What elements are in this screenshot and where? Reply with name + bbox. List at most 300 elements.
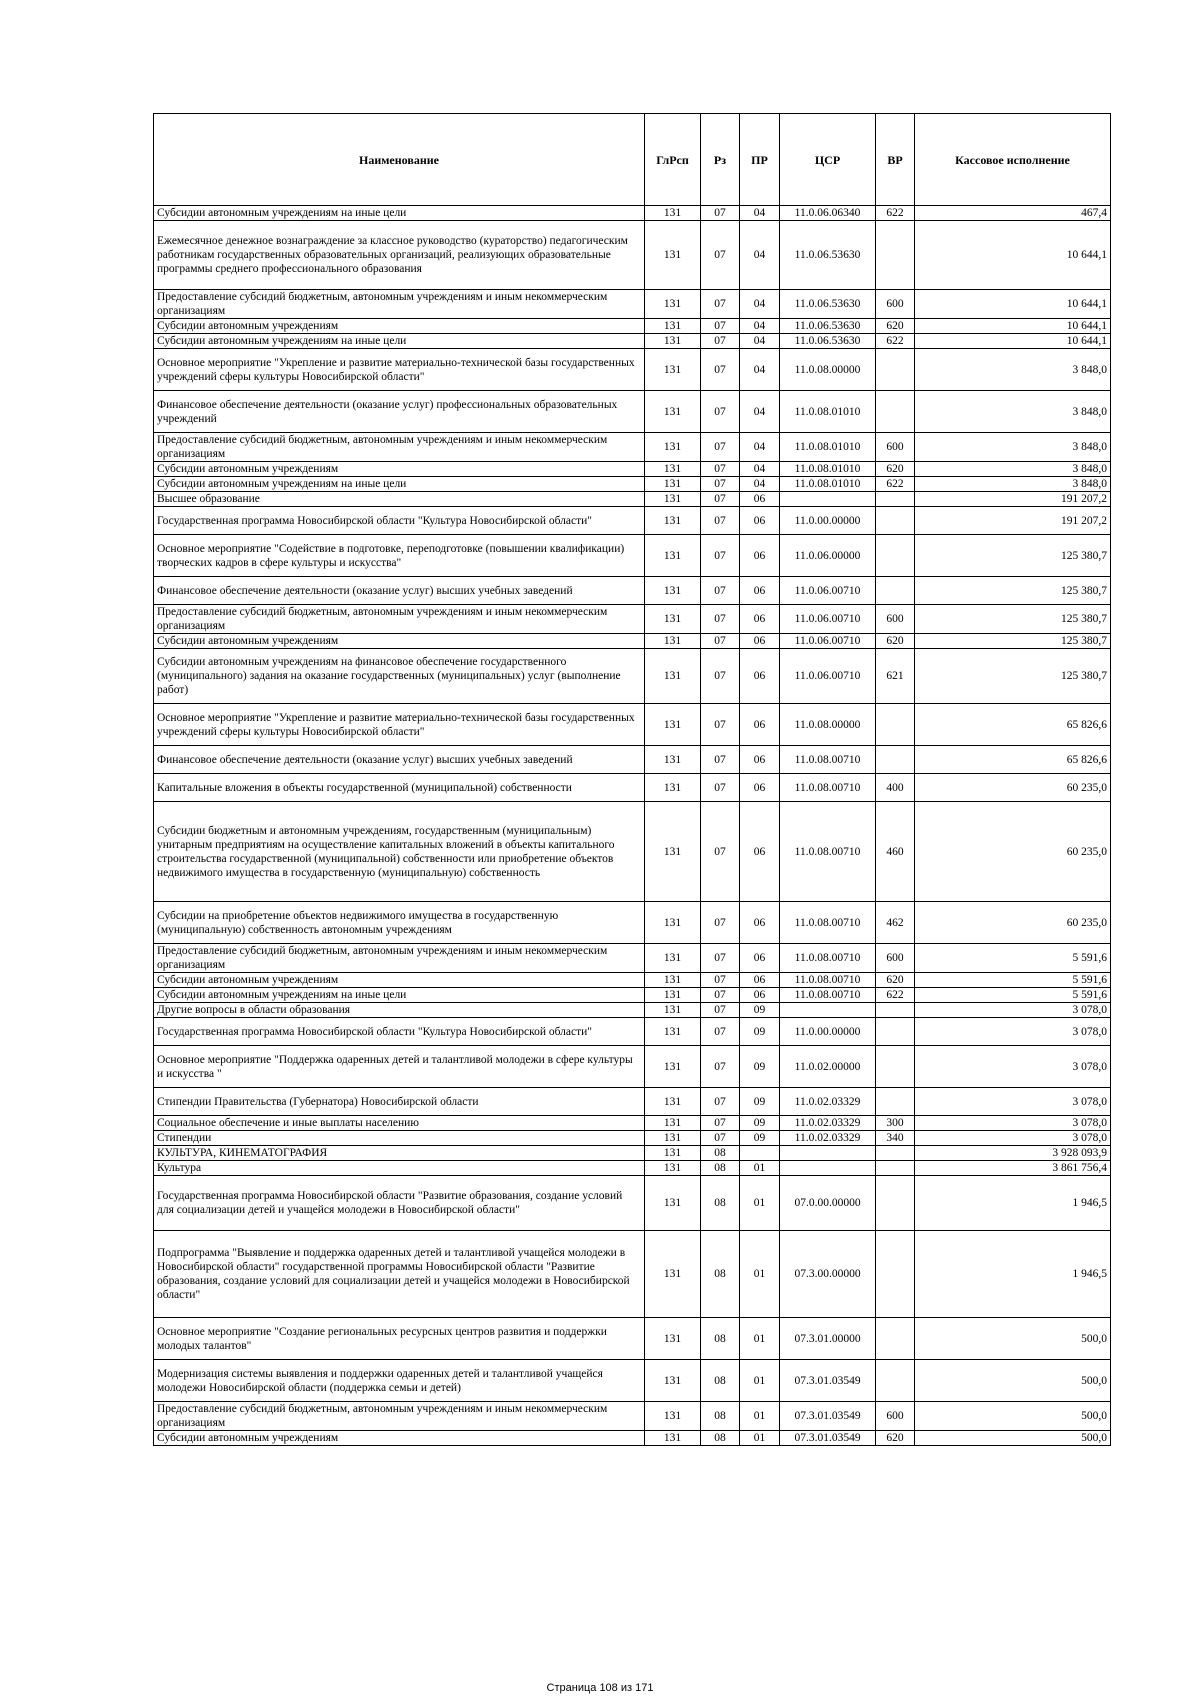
- cell-glrsp: 131: [645, 988, 701, 1003]
- table-row: [154, 1146, 1111, 1161]
- cell-pr: 09: [740, 1088, 780, 1116]
- table-row: [154, 319, 1111, 334]
- cell-glrsp: 131: [645, 492, 701, 507]
- cell-sum: 3 078,0: [915, 1046, 1111, 1088]
- cell-rz: 07: [701, 1088, 740, 1116]
- cell-glrsp: 131: [645, 221, 701, 290]
- cell-rz: 07: [701, 704, 740, 746]
- cell-pr: 06: [740, 605, 780, 634]
- cell-glrsp: 131: [645, 462, 701, 477]
- cell-pr: 01: [740, 1402, 780, 1431]
- cell-sum: 60 235,0: [915, 802, 1111, 902]
- table-row: [154, 902, 1111, 944]
- table-row: [154, 1088, 1111, 1116]
- cell-vr: [876, 221, 915, 290]
- table-row: [154, 1018, 1111, 1046]
- cell-vr: 400: [876, 774, 915, 802]
- cell-vr: 340: [876, 1131, 915, 1146]
- cell-csr: 07.3.01.03549: [780, 1431, 876, 1446]
- cell-vr: 600: [876, 944, 915, 973]
- cell-sum: 3 861 756,4: [915, 1161, 1111, 1176]
- cell-sum: 3 078,0: [915, 1018, 1111, 1046]
- cell-pr: 06: [740, 492, 780, 507]
- cell-rz: 07: [701, 221, 740, 290]
- cell-pr: 06: [740, 704, 780, 746]
- cell-pr: 09: [740, 1116, 780, 1131]
- cell-csr: 11.0.08.00000: [780, 704, 876, 746]
- cell-rz: 07: [701, 319, 740, 334]
- cell-name: Субсидии автономным учреждениям на финансовое обеспечение государственного (муниципального) задания на оказание государственных (муниципальных) услуг (выполнение работ): [154, 649, 645, 704]
- cell-pr: 01: [740, 1176, 780, 1231]
- cell-vr: [876, 492, 915, 507]
- cell-vr: 622: [876, 988, 915, 1003]
- cell-glrsp: 131: [645, 349, 701, 391]
- cell-glrsp: 131: [645, 902, 701, 944]
- cell-pr: 06: [740, 577, 780, 605]
- table-row: [154, 334, 1111, 349]
- cell-name: Основное мероприятие "Содействие в подготовке, переподготовке (повышении квалификации) творческих кадров в сфере культуры и искусства": [154, 535, 645, 577]
- cell-name: Основное мероприятие "Укрепление и развитие материально-технической базы государственных учреждений сферы культуры Новосибирской области": [154, 349, 645, 391]
- cell-pr: 09: [740, 1131, 780, 1146]
- cell-csr: 11.0.06.00710: [780, 649, 876, 704]
- cell-sum: 65 826,6: [915, 746, 1111, 774]
- cell-csr: 11.0.08.00710: [780, 973, 876, 988]
- cell-glrsp: 131: [645, 206, 701, 221]
- table-row: [154, 206, 1111, 221]
- cell-name: Субсидии автономным учреждениям: [154, 1431, 645, 1446]
- cell-pr: 01: [740, 1360, 780, 1402]
- table-row: [154, 1360, 1111, 1402]
- cell-vr: [876, 704, 915, 746]
- cell-csr: 11.0.06.00710: [780, 634, 876, 649]
- cell-name: Предоставление субсидий бюджетным, автономным учреждениям и иным некоммерческим организациям: [154, 290, 645, 319]
- cell-rz: 08: [701, 1161, 740, 1176]
- cell-name: Культура: [154, 1161, 645, 1176]
- cell-csr: 11.0.08.01010: [780, 477, 876, 492]
- table-row: [154, 1176, 1111, 1231]
- cell-pr: 06: [740, 973, 780, 988]
- cell-name: Модернизация системы выявления и поддержки одаренных детей и талантливой учащейся молодежи Новосибирской области (поддержка семьи и детей): [154, 1360, 645, 1402]
- cell-pr: [740, 1146, 780, 1161]
- cell-name: Субсидии автономным учреждениям на иные цели: [154, 206, 645, 221]
- cell-sum: 10 644,1: [915, 334, 1111, 349]
- cell-glrsp: 131: [645, 1116, 701, 1131]
- cell-name: Высшее образование: [154, 492, 645, 507]
- page-number: Страница 108 из 171: [546, 1682, 654, 1694]
- table-header-row: [154, 114, 1111, 206]
- cell-name: Ежемесячное денежное вознаграждение за классное руководство (кураторство) педагогическим работникам государственных образовательных организаций, реализующих образовательные программы среднего профессионального образования: [154, 221, 645, 290]
- table-row: [154, 704, 1111, 746]
- cell-csr: 07.3.01.00000: [780, 1318, 876, 1360]
- cell-rz: 07: [701, 492, 740, 507]
- cell-rz: 07: [701, 1018, 740, 1046]
- cell-csr: [780, 492, 876, 507]
- cell-rz: 07: [701, 535, 740, 577]
- cell-glrsp: 131: [645, 535, 701, 577]
- cell-pr: 06: [740, 746, 780, 774]
- cell-csr: 11.0.02.03329: [780, 1116, 876, 1131]
- cell-glrsp: 131: [645, 1360, 701, 1402]
- cell-glrsp: 131: [645, 774, 701, 802]
- cell-vr: [876, 1003, 915, 1018]
- cell-csr: 11.0.08.00710: [780, 802, 876, 902]
- cell-pr: 09: [740, 1003, 780, 1018]
- table-row: [154, 349, 1111, 391]
- cell-rz: 07: [701, 507, 740, 535]
- cell-glrsp: 131: [645, 802, 701, 902]
- cell-csr: 11.0.08.01010: [780, 391, 876, 433]
- table-row: [154, 1131, 1111, 1146]
- cell-csr: 11.0.08.00710: [780, 944, 876, 973]
- cell-pr: 01: [740, 1231, 780, 1318]
- cell-rz: 07: [701, 988, 740, 1003]
- table-body: [154, 206, 1111, 1446]
- cell-pr: 04: [740, 349, 780, 391]
- cell-sum: 3 848,0: [915, 477, 1111, 492]
- cell-vr: [876, 1318, 915, 1360]
- cell-name: Капитальные вложения в объекты государственной (муниципальной) собственности: [154, 774, 645, 802]
- table-row: [154, 535, 1111, 577]
- cell-vr: 622: [876, 477, 915, 492]
- cell-csr: 11.0.02.00000: [780, 1046, 876, 1088]
- cell-rz: 07: [701, 1046, 740, 1088]
- table-row: [154, 221, 1111, 290]
- header-vr: ВР: [876, 114, 915, 206]
- cell-name: Субсидии автономным учреждениям на иные цели: [154, 477, 645, 492]
- table-row: [154, 1231, 1111, 1318]
- cell-csr: 11.0.06.53630: [780, 221, 876, 290]
- cell-vr: [876, 1176, 915, 1231]
- cell-rz: 08: [701, 1146, 740, 1161]
- cell-vr: [876, 1146, 915, 1161]
- cell-csr: 11.0.06.00710: [780, 577, 876, 605]
- table-row: [154, 1003, 1111, 1018]
- cell-glrsp: 131: [645, 1176, 701, 1231]
- cell-vr: [876, 1231, 915, 1318]
- cell-vr: [876, 1161, 915, 1176]
- cell-pr: 04: [740, 221, 780, 290]
- cell-rz: 07: [701, 774, 740, 802]
- cell-csr: 11.0.06.06340: [780, 206, 876, 221]
- cell-vr: [876, 577, 915, 605]
- cell-rz: 07: [701, 802, 740, 902]
- cell-vr: 460: [876, 802, 915, 902]
- cell-name: Субсидии автономным учреждениям на иные цели: [154, 988, 645, 1003]
- cell-csr: [780, 1161, 876, 1176]
- cell-rz: 07: [701, 649, 740, 704]
- cell-sum: 65 826,6: [915, 704, 1111, 746]
- cell-vr: [876, 391, 915, 433]
- budget-table: [153, 113, 1111, 1446]
- cell-csr: 11.0.02.03329: [780, 1131, 876, 1146]
- cell-vr: [876, 1360, 915, 1402]
- cell-csr: 07.3.01.03549: [780, 1360, 876, 1402]
- cell-pr: 04: [740, 334, 780, 349]
- cell-vr: [876, 1088, 915, 1116]
- table-row: [154, 391, 1111, 433]
- cell-glrsp: 131: [645, 1088, 701, 1116]
- cell-glrsp: 131: [645, 1231, 701, 1318]
- cell-name: Основное мероприятие "Создание региональных ресурсных центров развития и поддержки молодых талантов": [154, 1318, 645, 1360]
- table-row: [154, 973, 1111, 988]
- table-row: [154, 492, 1111, 507]
- cell-pr: 06: [740, 802, 780, 902]
- cell-pr: 06: [740, 507, 780, 535]
- cell-name: Предоставление субсидий бюджетным, автономным учреждениям и иным некоммерческим организациям: [154, 433, 645, 462]
- cell-rz: 07: [701, 577, 740, 605]
- table-row: [154, 802, 1111, 902]
- header-pr: ПР: [740, 114, 780, 206]
- cell-vr: 462: [876, 902, 915, 944]
- cell-rz: 07: [701, 334, 740, 349]
- cell-sum: 3 848,0: [915, 433, 1111, 462]
- table-row: [154, 1402, 1111, 1431]
- cell-pr: 09: [740, 1018, 780, 1046]
- cell-vr: [876, 1018, 915, 1046]
- table-row: [154, 1116, 1111, 1131]
- cell-name: Субсидии бюджетным и автономным учреждениям, государственным (муниципальным) унитарным предприятиям на осуществление капитальных вложений в объекты капитального строительства государственной (муниципальной) собственности или приобретение объектов недвижимого имущества в государственную (муниципальную) собственность: [154, 802, 645, 902]
- cell-sum: 5 591,6: [915, 988, 1111, 1003]
- cell-pr: 01: [740, 1318, 780, 1360]
- cell-sum: 3 078,0: [915, 1088, 1111, 1116]
- cell-pr: 04: [740, 290, 780, 319]
- cell-vr: 600: [876, 1402, 915, 1431]
- cell-vr: [876, 349, 915, 391]
- cell-sum: 5 591,6: [915, 973, 1111, 988]
- cell-pr: 04: [740, 206, 780, 221]
- table-row: [154, 462, 1111, 477]
- table-row: [154, 605, 1111, 634]
- cell-name: Субсидии автономным учреждениям: [154, 973, 645, 988]
- cell-name: Финансовое обеспечение деятельности (оказание услуг) высших учебных заведений: [154, 746, 645, 774]
- cell-csr: 11.0.00.00000: [780, 507, 876, 535]
- cell-sum: 125 380,7: [915, 535, 1111, 577]
- cell-csr: 07.3.00.00000: [780, 1231, 876, 1318]
- cell-vr: 620: [876, 973, 915, 988]
- cell-vr: 300: [876, 1116, 915, 1131]
- cell-pr: 06: [740, 944, 780, 973]
- table-row: [154, 433, 1111, 462]
- cell-name: Субсидии автономным учреждениям: [154, 319, 645, 334]
- cell-sum: 3 848,0: [915, 462, 1111, 477]
- cell-rz: 07: [701, 944, 740, 973]
- cell-glrsp: 131: [645, 1318, 701, 1360]
- cell-sum: 5 591,6: [915, 944, 1111, 973]
- cell-glrsp: 131: [645, 634, 701, 649]
- cell-sum: 10 644,1: [915, 221, 1111, 290]
- cell-rz: 07: [701, 902, 740, 944]
- cell-glrsp: 131: [645, 319, 701, 334]
- cell-rz: 08: [701, 1431, 740, 1446]
- cell-sum: 60 235,0: [915, 902, 1111, 944]
- cell-pr: 06: [740, 988, 780, 1003]
- cell-rz: 08: [701, 1360, 740, 1402]
- cell-vr: 620: [876, 462, 915, 477]
- cell-rz: 07: [701, 605, 740, 634]
- cell-rz: 07: [701, 746, 740, 774]
- cell-name: Субсидии автономным учреждениям: [154, 462, 645, 477]
- cell-pr: 04: [740, 433, 780, 462]
- cell-glrsp: 131: [645, 973, 701, 988]
- header-cash-execution: Кассовое исполнение: [915, 114, 1111, 206]
- cell-sum: 500,0: [915, 1318, 1111, 1360]
- cell-vr: [876, 535, 915, 577]
- cell-sum: 3 078,0: [915, 1003, 1111, 1018]
- header-glrsp: ГлРсп: [645, 114, 701, 206]
- cell-rz: 08: [701, 1176, 740, 1231]
- table-row: [154, 634, 1111, 649]
- cell-sum: 3 078,0: [915, 1116, 1111, 1131]
- cell-vr: 621: [876, 649, 915, 704]
- table-row: [154, 649, 1111, 704]
- cell-glrsp: 131: [645, 1003, 701, 1018]
- cell-pr: 06: [740, 774, 780, 802]
- table-row: [154, 1046, 1111, 1088]
- cell-rz: 07: [701, 477, 740, 492]
- cell-vr: [876, 746, 915, 774]
- cell-vr: 620: [876, 1431, 915, 1446]
- cell-pr: 01: [740, 1431, 780, 1446]
- cell-name: Государственная программа Новосибирской области "Развитие образования, создание условий для социализации детей и учащейся молодежи в Новосибирской области": [154, 1176, 645, 1231]
- cell-name: Государственная программа Новосибирской области "Культура Новосибирской области": [154, 1018, 645, 1046]
- cell-vr: 600: [876, 433, 915, 462]
- cell-csr: 07.3.01.03549: [780, 1402, 876, 1431]
- cell-name: Субсидии на приобретение объектов недвижимого имущества в государственную (муниципальную) собственность автономным учреждениям: [154, 902, 645, 944]
- cell-rz: 07: [701, 206, 740, 221]
- cell-sum: 125 380,7: [915, 649, 1111, 704]
- cell-csr: 11.0.06.53630: [780, 334, 876, 349]
- cell-name: Финансовое обеспечение деятельности (оказание услуг) высших учебных заведений: [154, 577, 645, 605]
- cell-rz: 08: [701, 1231, 740, 1318]
- cell-rz: 07: [701, 349, 740, 391]
- cell-name: Предоставление субсидий бюджетным, автономным учреждениям и иным некоммерческим организациям: [154, 944, 645, 973]
- cell-glrsp: 131: [645, 649, 701, 704]
- header-rz: Рз: [701, 114, 740, 206]
- cell-pr: 04: [740, 462, 780, 477]
- cell-csr: 11.0.08.00000: [780, 349, 876, 391]
- cell-pr: 06: [740, 902, 780, 944]
- cell-glrsp: 131: [645, 704, 701, 746]
- cell-sum: 3 078,0: [915, 1131, 1111, 1146]
- cell-csr: 11.0.08.00710: [780, 774, 876, 802]
- cell-pr: 06: [740, 649, 780, 704]
- cell-sum: 60 235,0: [915, 774, 1111, 802]
- cell-sum: 191 207,2: [915, 507, 1111, 535]
- cell-vr: 600: [876, 290, 915, 319]
- cell-name: Основное мероприятие "Укрепление и развитие материально-технической базы государственных учреждений сферы культуры Новосибирской области": [154, 704, 645, 746]
- cell-csr: 11.0.06.00710: [780, 605, 876, 634]
- cell-vr: [876, 1046, 915, 1088]
- cell-name: Предоставление субсидий бюджетным, автономным учреждениям и иным некоммерческим организациям: [154, 605, 645, 634]
- cell-glrsp: 131: [645, 507, 701, 535]
- table-row: [154, 1318, 1111, 1360]
- cell-sum: 1 946,5: [915, 1231, 1111, 1318]
- cell-rz: 07: [701, 1131, 740, 1146]
- cell-name: Субсидии автономным учреждениям: [154, 634, 645, 649]
- cell-sum: 125 380,7: [915, 605, 1111, 634]
- cell-csr: 11.0.06.53630: [780, 319, 876, 334]
- cell-csr: 11.0.08.00710: [780, 988, 876, 1003]
- cell-glrsp: 131: [645, 1161, 701, 1176]
- cell-rz: 07: [701, 391, 740, 433]
- table-row: [154, 477, 1111, 492]
- cell-glrsp: 131: [645, 746, 701, 774]
- table-row: [154, 944, 1111, 973]
- cell-glrsp: 131: [645, 433, 701, 462]
- cell-name: Социальное обеспечение и иные выплаты населению: [154, 1116, 645, 1131]
- cell-rz: 07: [701, 290, 740, 319]
- table-row: [154, 774, 1111, 802]
- cell-csr: 11.0.06.53630: [780, 290, 876, 319]
- header-csr: ЦСР: [780, 114, 876, 206]
- cell-pr: 06: [740, 634, 780, 649]
- cell-glrsp: 131: [645, 577, 701, 605]
- cell-glrsp: 131: [645, 290, 701, 319]
- table-row: [154, 988, 1111, 1003]
- cell-glrsp: 131: [645, 1402, 701, 1431]
- cell-csr: 11.0.02.03329: [780, 1088, 876, 1116]
- cell-sum: 500,0: [915, 1431, 1111, 1446]
- cell-pr: 04: [740, 319, 780, 334]
- cell-csr: [780, 1146, 876, 1161]
- cell-glrsp: 131: [645, 391, 701, 433]
- cell-vr: 620: [876, 634, 915, 649]
- cell-rz: 07: [701, 1116, 740, 1131]
- cell-sum: 125 380,7: [915, 577, 1111, 605]
- cell-csr: 11.0.08.01010: [780, 433, 876, 462]
- cell-name: Стипендии Правительства (Губернатора) Новосибирской области: [154, 1088, 645, 1116]
- cell-rz: 08: [701, 1402, 740, 1431]
- cell-rz: 07: [701, 634, 740, 649]
- cell-name: Стипендии: [154, 1131, 645, 1146]
- cell-pr: 09: [740, 1046, 780, 1088]
- cell-rz: 07: [701, 462, 740, 477]
- cell-rz: 07: [701, 973, 740, 988]
- cell-rz: 07: [701, 433, 740, 462]
- table-row: [154, 1161, 1111, 1176]
- cell-name: Предоставление субсидий бюджетным, автономным учреждениям и иным некоммерческим организациям: [154, 1402, 645, 1431]
- cell-sum: 467,4: [915, 206, 1111, 221]
- cell-sum: 10 644,1: [915, 319, 1111, 334]
- cell-vr: 622: [876, 334, 915, 349]
- cell-glrsp: 131: [645, 1146, 701, 1161]
- cell-glrsp: 131: [645, 1431, 701, 1446]
- table-row: [154, 746, 1111, 774]
- cell-csr: 11.0.08.00710: [780, 746, 876, 774]
- cell-glrsp: 131: [645, 944, 701, 973]
- cell-vr: 622: [876, 206, 915, 221]
- cell-glrsp: 131: [645, 1131, 701, 1146]
- cell-name: Подпрограмма "Выявление и поддержка одаренных детей и талантливой учащейся молодежи в Новосибирской области" государственной программы Новосибирской области "Развитие образования, создание условий для социализации детей и учащейся молодежи в Новосибирской области": [154, 1231, 645, 1318]
- cell-glrsp: 131: [645, 334, 701, 349]
- cell-name: Финансовое обеспечение деятельности (оказание услуг) профессиональных образовательных учреждений: [154, 391, 645, 433]
- cell-vr: 620: [876, 319, 915, 334]
- cell-name: Основное мероприятие "Поддержка одаренных детей и талантливой молодежи в сфере культуры и искусства ": [154, 1046, 645, 1088]
- table-row: [154, 1431, 1111, 1446]
- cell-sum: 3 928 093,9: [915, 1146, 1111, 1161]
- cell-glrsp: 131: [645, 477, 701, 492]
- cell-pr: 04: [740, 391, 780, 433]
- cell-csr: 07.0.00.00000: [780, 1176, 876, 1231]
- cell-sum: 500,0: [915, 1402, 1111, 1431]
- table-row: [154, 290, 1111, 319]
- table-row: [154, 507, 1111, 535]
- cell-sum: 10 644,1: [915, 290, 1111, 319]
- cell-sum: 191 207,2: [915, 492, 1111, 507]
- cell-glrsp: 131: [645, 605, 701, 634]
- cell-sum: 3 848,0: [915, 349, 1111, 391]
- cell-pr: 06: [740, 535, 780, 577]
